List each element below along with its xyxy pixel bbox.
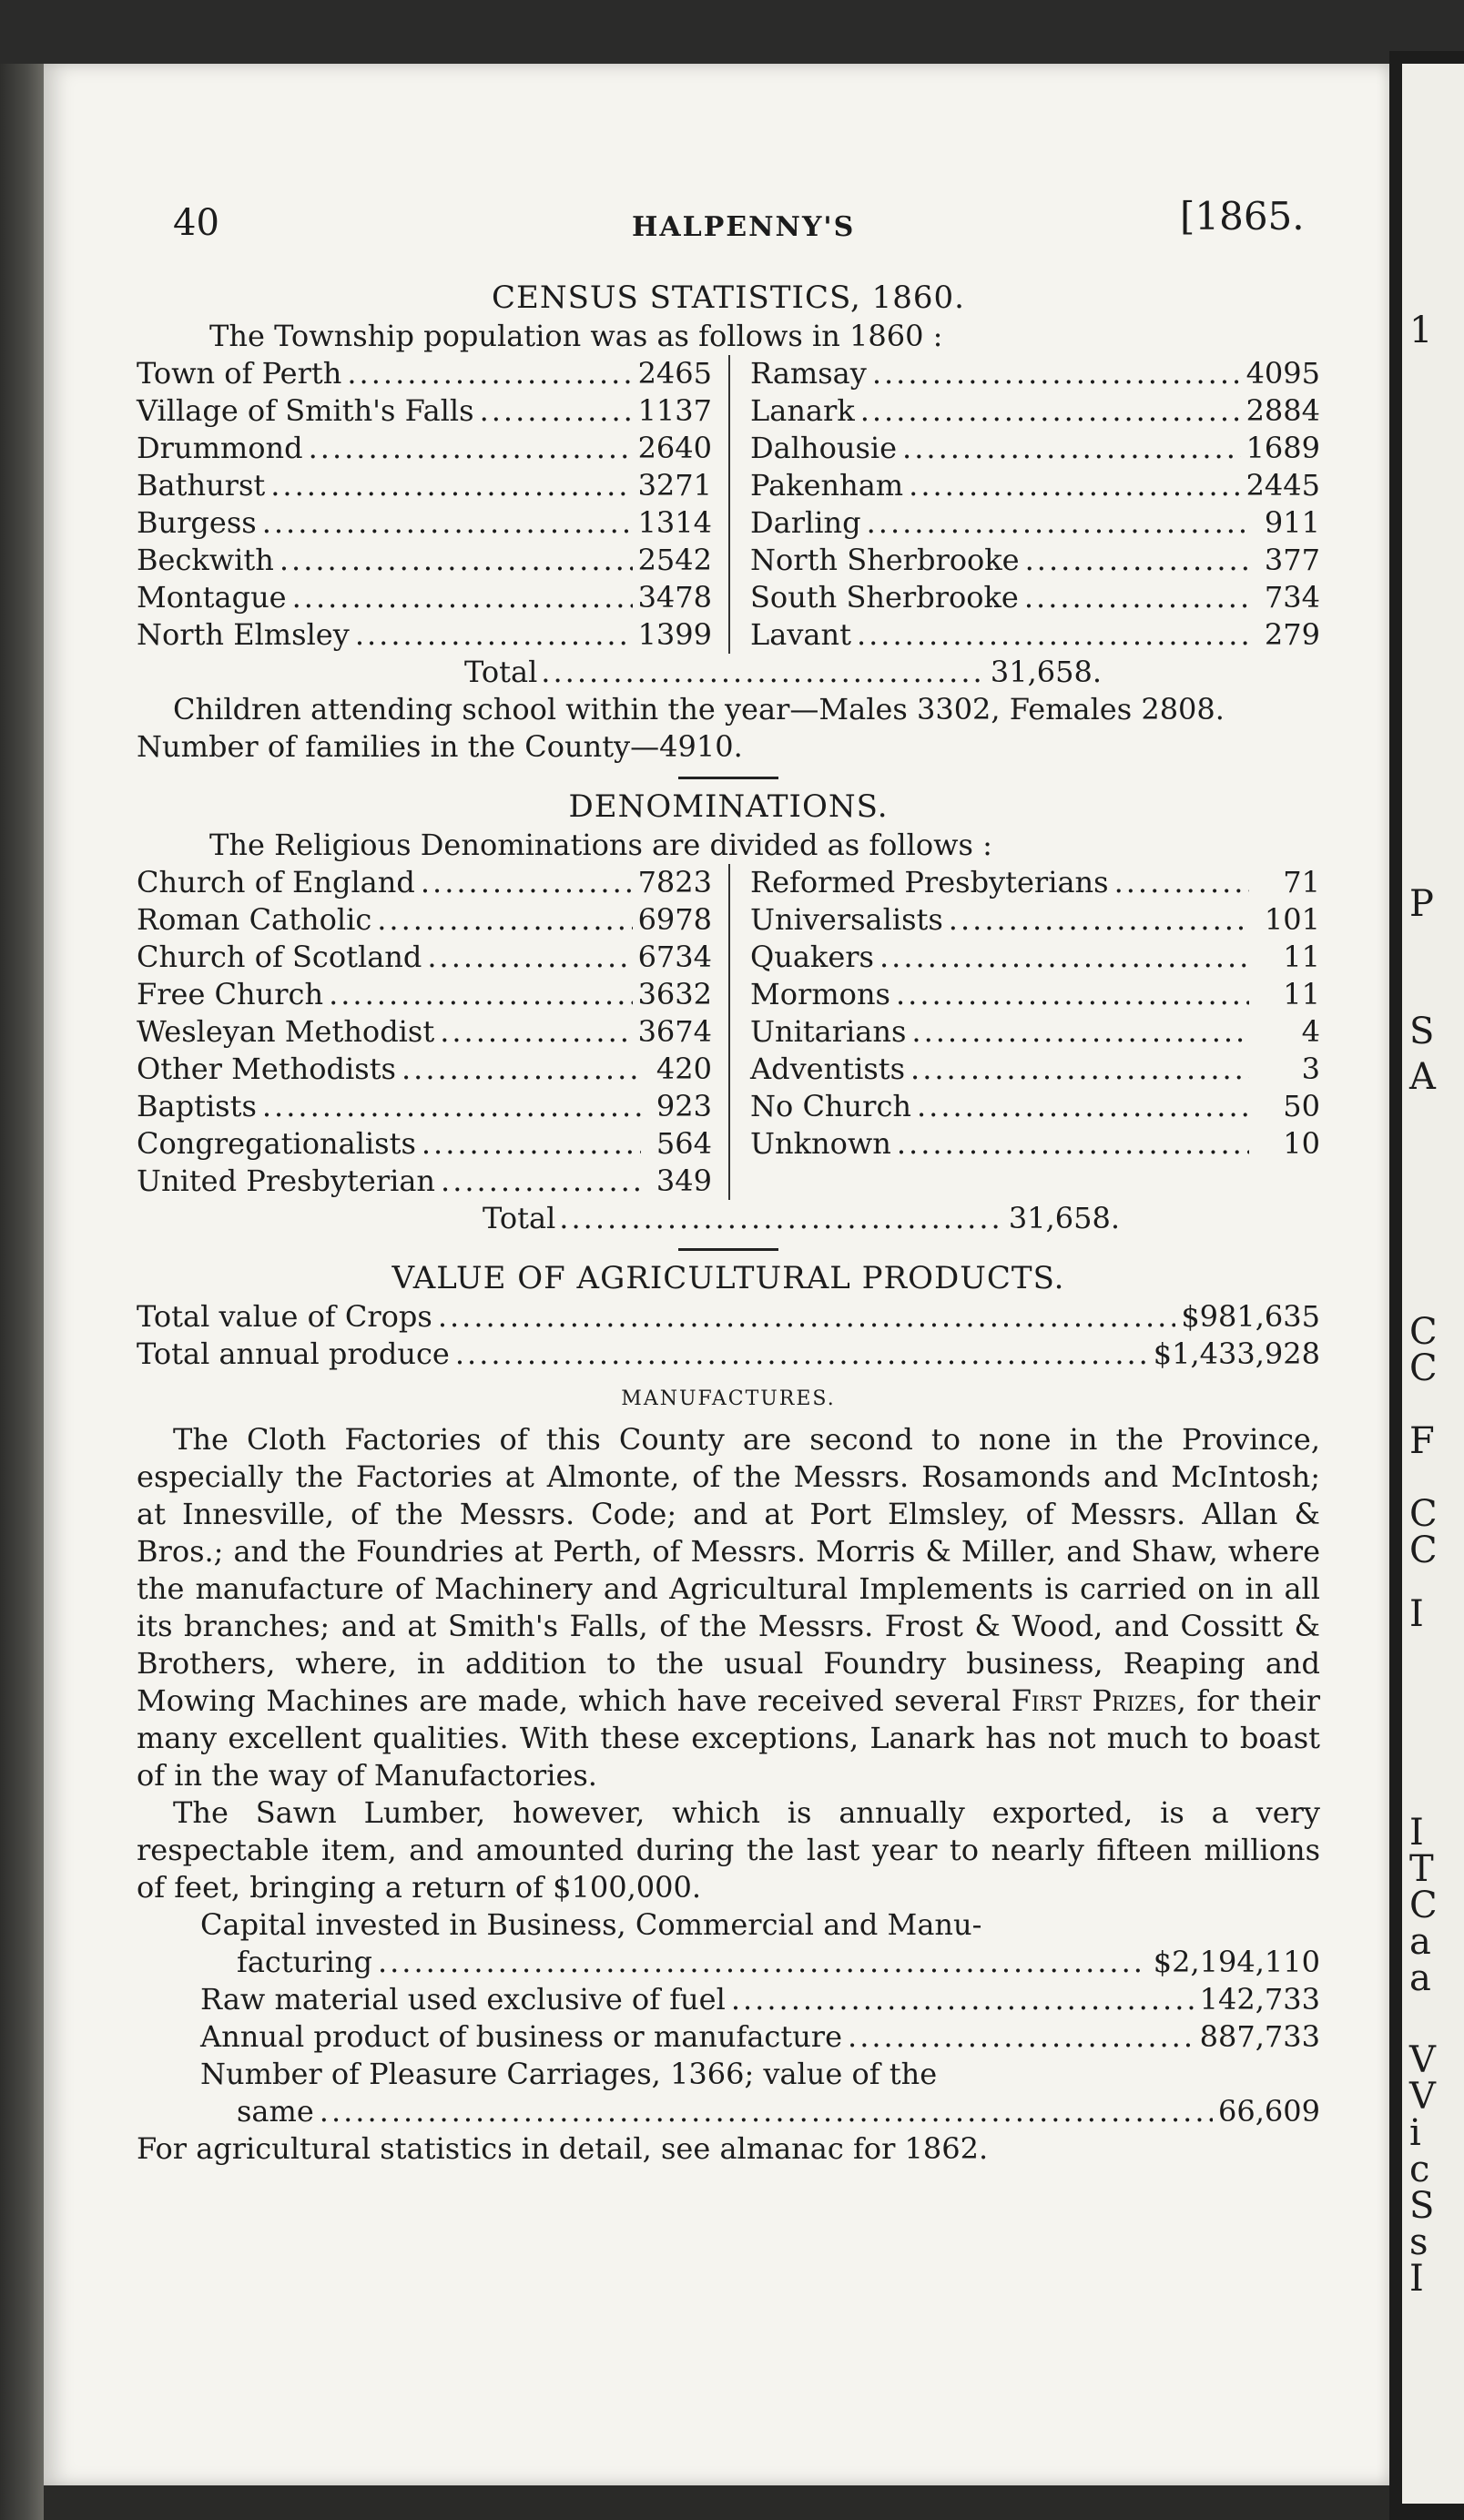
denomination-row bbox=[750, 864, 1320, 901]
raw-material-value: 142,733 bbox=[1199, 1982, 1320, 2017]
census-total bbox=[137, 654, 1102, 691]
denomination-row bbox=[137, 1088, 728, 1125]
township-value: 2884 bbox=[1245, 393, 1320, 428]
capital-value: $2,194,110 bbox=[1153, 1945, 1320, 1979]
township-name: Drummond bbox=[137, 431, 303, 465]
township-row bbox=[137, 504, 728, 542]
denomination-row bbox=[750, 1013, 1320, 1051]
next-page-glyph: P bbox=[1409, 883, 1434, 925]
township-value: 279 bbox=[1264, 617, 1320, 652]
denomination-name: Adventists bbox=[750, 1052, 906, 1086]
next-page-glyph: T bbox=[1409, 1848, 1434, 1890]
capital-label-line1: Capital invested in Business, Commercial and Manu- bbox=[200, 1907, 982, 1942]
denomination-value: 3632 bbox=[637, 977, 712, 1011]
township-value: 911 bbox=[1264, 505, 1320, 540]
township-row bbox=[750, 616, 1320, 654]
census-left-column bbox=[137, 355, 728, 654]
township-value: 3271 bbox=[637, 468, 712, 503]
township-row bbox=[137, 355, 728, 392]
denomination-row bbox=[137, 939, 728, 976]
denomination-value: 101 bbox=[1264, 902, 1320, 937]
scan-top-border bbox=[0, 0, 1464, 64]
section-divider bbox=[678, 777, 778, 779]
capital-row bbox=[200, 1944, 1320, 1981]
township-name: North Elmsley bbox=[137, 617, 350, 652]
denomination-value: 4 bbox=[1301, 1014, 1320, 1049]
denominations-heading: DENOMINATIONS. bbox=[568, 788, 889, 825]
township-value: 4095 bbox=[1245, 356, 1320, 391]
denomination-name: Congregationalists bbox=[137, 1126, 416, 1161]
page-number: 40 bbox=[173, 202, 219, 244]
township-value: 2542 bbox=[637, 543, 712, 577]
census-heading: CENSUS STATISTICS, 1860. bbox=[492, 279, 965, 316]
carriages-label-line1: Number of Pleasure Carriages, 1366; value of the bbox=[200, 2057, 938, 2091]
denominations-total bbox=[137, 1200, 1120, 1237]
annual-product-value: 887,733 bbox=[1199, 2019, 1320, 2054]
denomination-value: 11 bbox=[1283, 940, 1320, 974]
carriages-label-line2: same bbox=[237, 2094, 314, 2129]
township-name: Dalhousie bbox=[750, 431, 898, 465]
next-page-glyph: C bbox=[1409, 1311, 1438, 1353]
running-year: [1865. bbox=[1180, 194, 1305, 239]
census-total-value: 31,658. bbox=[990, 655, 1102, 689]
next-page-glyph: a bbox=[1409, 1921, 1431, 1963]
next-page-glyph: A bbox=[1409, 1056, 1436, 1098]
next-page-glyph: S bbox=[1409, 2185, 1435, 2227]
township-value: 1399 bbox=[637, 617, 712, 652]
denomination-row bbox=[137, 1125, 728, 1163]
carriages-row bbox=[200, 2093, 1320, 2130]
agricultural-row bbox=[137, 1336, 1320, 1373]
census-total-label: Total bbox=[464, 655, 538, 689]
denominations-right-column bbox=[728, 864, 1320, 1200]
denomination-row bbox=[137, 864, 728, 901]
census-right-column bbox=[728, 355, 1320, 654]
denomination-name: Reformed Presbyterians bbox=[750, 865, 1109, 899]
next-page-edge bbox=[1402, 64, 1464, 2504]
denomination-row bbox=[137, 1013, 728, 1051]
township-name: Beckwith bbox=[137, 543, 274, 577]
denomination-row bbox=[750, 901, 1320, 939]
denomination-row bbox=[137, 1163, 728, 1200]
manufactures-heading: MANUFACTURES. bbox=[621, 1387, 836, 1410]
township-value: 1137 bbox=[637, 393, 712, 428]
agricultural-label: Total value of Crops bbox=[137, 1299, 432, 1334]
next-page-glyph: c bbox=[1409, 2149, 1430, 2190]
township-name: Darling bbox=[750, 505, 861, 540]
township-value: 734 bbox=[1264, 580, 1320, 615]
township-name: Ramsay bbox=[750, 356, 867, 391]
denomination-name: Free Church bbox=[137, 977, 324, 1011]
denominations-total-value: 31,658. bbox=[1008, 1201, 1120, 1235]
denomination-row bbox=[750, 1088, 1320, 1125]
denominations-total-label: Total bbox=[483, 1201, 556, 1235]
denomination-value: 3674 bbox=[637, 1014, 712, 1049]
next-page-glyph: C bbox=[1409, 1885, 1438, 1926]
next-page-glyph: V bbox=[1409, 2039, 1436, 2081]
township-row bbox=[137, 467, 728, 504]
denomination-value: 349 bbox=[656, 1163, 712, 1198]
denomination-name: No Church bbox=[750, 1089, 911, 1123]
census-intro: The Township population was as follows in 1860 : bbox=[209, 319, 943, 353]
township-row bbox=[750, 392, 1320, 430]
running-header bbox=[137, 196, 1320, 250]
denomination-value: 564 bbox=[656, 1126, 712, 1161]
township-value: 2640 bbox=[637, 431, 712, 465]
next-page-glyph: C bbox=[1409, 1493, 1438, 1535]
next-page-glyph: S bbox=[1409, 1011, 1435, 1052]
township-row bbox=[750, 355, 1320, 392]
township-row bbox=[750, 542, 1320, 579]
running-title: HALPENNY'S bbox=[632, 211, 856, 243]
township-row bbox=[750, 430, 1320, 467]
denomination-row bbox=[750, 1051, 1320, 1088]
denomination-name: Unknown bbox=[750, 1126, 891, 1161]
denomination-row bbox=[750, 1125, 1320, 1163]
denomination-value: 50 bbox=[1283, 1089, 1320, 1123]
denominations-intro: The Religious Denominations are divided as follows : bbox=[209, 828, 992, 862]
manufactures-paragraph-2: The Sawn Lumber, however, which is annually exported, is a very respectable item, and amounted during the last year to nearly fifteen millions of feet, bringing a return of $100,000. bbox=[137, 1795, 1320, 1905]
denomination-value: 10 bbox=[1283, 1126, 1320, 1161]
township-row bbox=[137, 579, 728, 616]
denominations-left-column bbox=[137, 864, 728, 1200]
manufactures-text: The Cloth Factories of this County are second to none in the Province, especially the Factories at Almonte, of the Messrs. Rosamonds and McIntosh; at Innesville, of the Messrs. Code; and at Port Elmsley, of Messrs. Allan & Bros.; and the Foundries at Perth, of Messrs. Morris & Miller, and Shaw, where the manufacture of Machinery and Agricultural Implements is carried on in all its branches; and at Smith's Falls, of the Messrs. Frost & Wood, and Cossitt & Brothers, where, in addition to the usual Foundry business, Reaping and Mowing Machines are made, which have received several bbox=[137, 1422, 1320, 1718]
annual-product-row bbox=[200, 2018, 1320, 2056]
township-name: Burgess bbox=[137, 505, 257, 540]
township-value: 2465 bbox=[637, 356, 712, 391]
township-value: 2445 bbox=[1245, 468, 1320, 503]
page-content bbox=[137, 196, 1320, 2168]
capital-label-line2: facturing bbox=[237, 1945, 372, 1979]
next-page-glyph: i bbox=[1409, 2112, 1421, 2154]
denomination-name: Wesleyan Methodist bbox=[137, 1014, 435, 1049]
agricultural-values bbox=[137, 1298, 1320, 1373]
children-attending: Children attending school within the year—Males 3302, Females 2808. bbox=[173, 692, 1225, 727]
denomination-name: Church of England bbox=[137, 865, 415, 899]
township-row bbox=[137, 392, 728, 430]
denomination-name: Quakers bbox=[750, 940, 874, 974]
township-value: 1689 bbox=[1245, 431, 1320, 465]
township-row bbox=[750, 467, 1320, 504]
annual-product-label: Annual product of business or manufacture bbox=[200, 2019, 843, 2054]
next-page-glyph: C bbox=[1409, 1529, 1438, 1571]
township-name: Town of Perth bbox=[137, 356, 342, 391]
township-name: North Sherbrooke bbox=[750, 543, 1020, 577]
township-name: South Sherbrooke bbox=[750, 580, 1019, 615]
denomination-name: United Presbyterian bbox=[137, 1163, 436, 1198]
denomination-value: 11 bbox=[1283, 977, 1320, 1011]
denomination-name: Other Methodists bbox=[137, 1052, 396, 1086]
township-name: Pakenham bbox=[750, 468, 904, 503]
agricultural-value: $1,433,928 bbox=[1153, 1336, 1320, 1371]
denomination-row bbox=[137, 976, 728, 1013]
families-count: Number of families in the County—4910. bbox=[137, 729, 743, 764]
denomination-name: Roman Catholic bbox=[137, 902, 372, 937]
township-value: 3478 bbox=[637, 580, 712, 615]
denomination-value: 7823 bbox=[637, 865, 712, 899]
census-table bbox=[137, 355, 1320, 654]
township-row bbox=[137, 430, 728, 467]
denomination-value: 6978 bbox=[637, 902, 712, 937]
manufactures-paragraph-1 bbox=[137, 1421, 1320, 1794]
agricultural-label: Total annual produce bbox=[137, 1336, 450, 1371]
township-value: 1314 bbox=[637, 505, 712, 540]
next-page-glyph: F bbox=[1409, 1420, 1435, 1462]
township-name: Lanark bbox=[750, 393, 855, 428]
denomination-value: 420 bbox=[656, 1052, 712, 1086]
denomination-name: Unitarians bbox=[750, 1014, 907, 1049]
township-name: Lavant bbox=[750, 617, 851, 652]
denomination-value: 3 bbox=[1301, 1052, 1320, 1086]
next-page-glyph: s bbox=[1409, 2221, 1428, 2263]
raw-material-label: Raw material used exclusive of fuel bbox=[200, 1982, 726, 2017]
agricultural-row bbox=[137, 1298, 1320, 1336]
denomination-value: 71 bbox=[1283, 865, 1320, 899]
denomination-name: Mormons bbox=[750, 977, 890, 1011]
business-statistics bbox=[137, 1906, 1320, 2130]
next-page-glyph: I bbox=[1409, 1812, 1424, 1854]
book-spine bbox=[0, 64, 44, 2520]
section-divider bbox=[678, 1248, 778, 1251]
township-row bbox=[750, 504, 1320, 542]
agricultural-footnote: For agricultural statistics in detail, see almanac for 1862. bbox=[137, 2131, 989, 2166]
township-name: Bathurst bbox=[137, 468, 266, 503]
denomination-name: Baptists bbox=[137, 1089, 257, 1123]
agricultural-value: $981,635 bbox=[1181, 1299, 1320, 1334]
first-prizes-text: First Prizes bbox=[1011, 1683, 1177, 1718]
denomination-row bbox=[750, 939, 1320, 976]
denomination-value: 6734 bbox=[637, 940, 712, 974]
next-page-glyph: V bbox=[1409, 2076, 1436, 2118]
next-page-glyph: C bbox=[1409, 1347, 1438, 1389]
manufactures-text-cont: , for their many excellent qualities. With these exceptions, Lanark has not much to boast of in the way of Manufactories. bbox=[137, 1683, 1321, 1793]
denomination-name: Church of Scotland bbox=[137, 940, 422, 974]
denomination-name: Universalists bbox=[750, 902, 943, 937]
denomination-value: 923 bbox=[656, 1089, 712, 1123]
next-page-glyph: I bbox=[1409, 2258, 1424, 2300]
denomination-row bbox=[750, 976, 1320, 1013]
denomination-row bbox=[137, 901, 728, 939]
township-name: Montague bbox=[137, 580, 287, 615]
township-row bbox=[750, 579, 1320, 616]
township-name: Village of Smith's Falls bbox=[137, 393, 474, 428]
denomination-row bbox=[137, 1051, 728, 1088]
denominations-table bbox=[137, 864, 1320, 1200]
next-page-glyph: 1 bbox=[1409, 310, 1433, 351]
township-row bbox=[137, 542, 728, 579]
agricultural-heading: VALUE OF AGRICULTURAL PRODUCTS. bbox=[391, 1260, 1065, 1296]
township-row bbox=[137, 616, 728, 654]
next-page-glyph: I bbox=[1409, 1593, 1424, 1635]
raw-material-row bbox=[200, 1981, 1320, 2018]
next-page-glyph: a bbox=[1409, 1957, 1431, 1999]
carriages-value: 66,609 bbox=[1218, 2094, 1320, 2129]
township-value: 377 bbox=[1264, 543, 1320, 577]
